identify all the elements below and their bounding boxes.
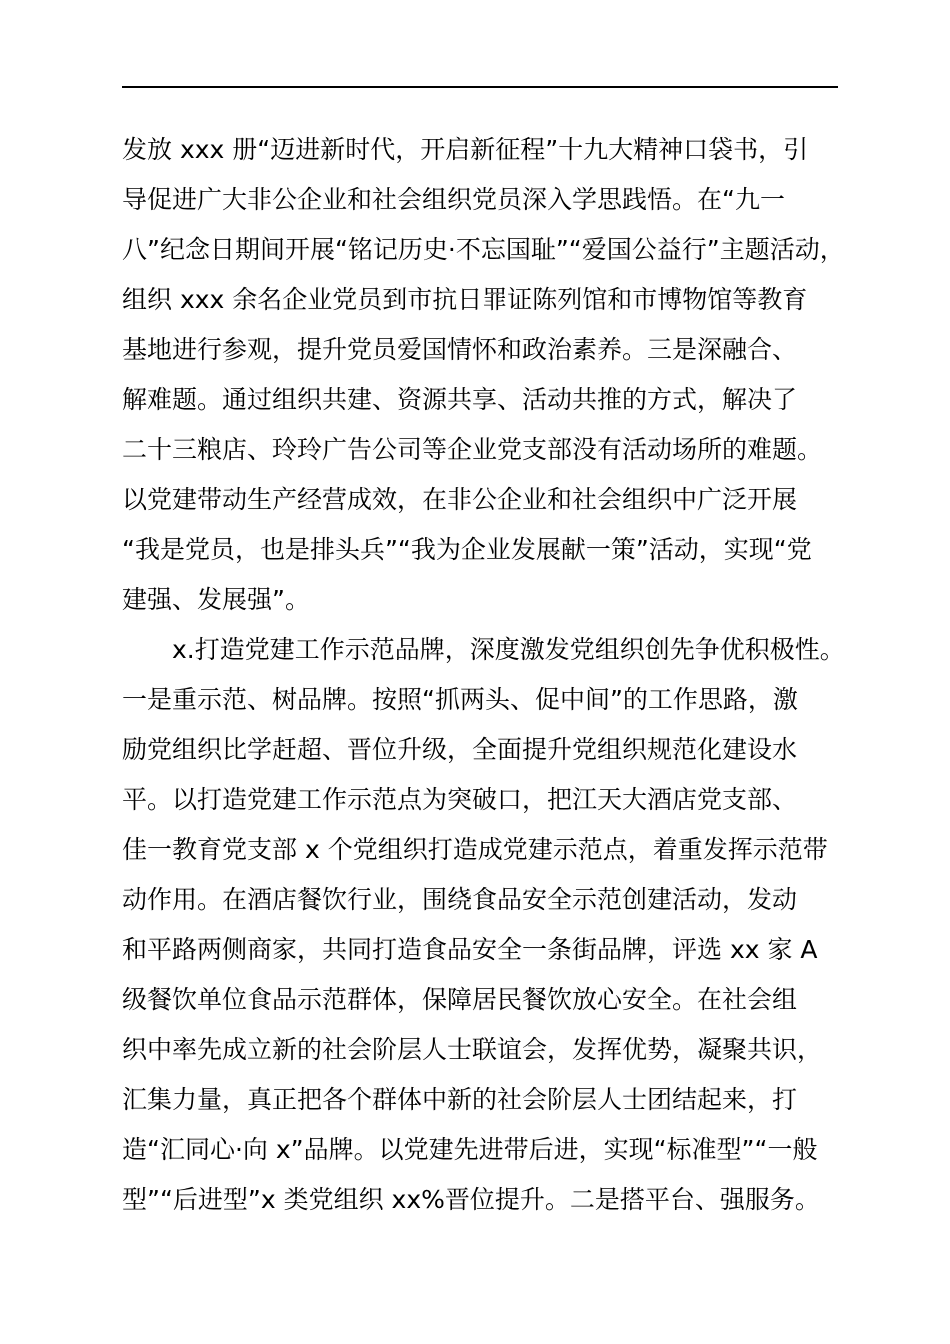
text-line: 发放 xxx 册“迈进新时代，开启新征程”十九大精神口袋书，引 (122, 135, 809, 164)
text-line: 二十三粮店、玲玲广告公司等企业党支部没有活动场所的难题。 (122, 435, 823, 464)
text-line: 基地进行参观，提升党员爱国情怀和政治素养。三是深融合、 (122, 335, 798, 364)
text-line: 级餐饮单位食品示范群体，保障居民餐饮放心安全。在社会组 (122, 985, 798, 1014)
text-line: 建强、发展强”。 (122, 585, 310, 614)
text-line: 动作用。在酒店餐饮行业，围绕食品安全示范创建活动，发动 (122, 885, 798, 914)
text-line: 型”“后进型”x 类党组织 xx%晋位提升。二是搭平台、强服务。 (122, 1185, 820, 1214)
text-line: 导促进广大非公企业和社会组织党员深入学思践悟。在“九一 (122, 185, 785, 214)
text-line: 佳一教育党支部 x 个党组织打造成党建示范点，着重发挥示范带 (122, 835, 828, 864)
text-line: 以党建带动生产经营成效，在非公企业和社会组织中广泛开展 (122, 485, 798, 514)
text-line: 汇集力量，真正把各个群体中新的社会阶层人士团结起来，打 (122, 1085, 798, 1114)
text-line: 和平路两侧商家，共同打造食品安全一条街品牌，评选 xx 家 A (122, 935, 818, 964)
paragraph-start-line: x.打造党建工作示范品牌，深度激发党组织创先争优积极性。 (172, 635, 845, 664)
text-line: 组织 xxx 余名企业党员到市抗日罪证陈列馆和市博物馆等教育 (122, 285, 808, 314)
text-line: 励党组织比学赶超、晋位升级，全面提升党组织规范化建设水 (122, 735, 798, 764)
text-line: “我是党员，也是排头兵”“我为企业发展献一策”活动，实现“党 (122, 535, 812, 564)
text-line: 织中率先成立新的社会阶层人士联谊会，发挥优势，凝聚共识， (122, 1035, 823, 1064)
text-line: 造“汇同心·向 x”品牌。以党建先进带后进，实现“标准型”“一般 (122, 1135, 818, 1164)
header-rule (122, 86, 838, 88)
text-line: 一是重示范、树品牌。按照“抓两头、促中间”的工作思路，激 (122, 685, 798, 714)
text-line: 八”纪念日期间开展“铭记历史·不忘国耻”“爱国公益行”主题活动， (122, 235, 845, 264)
text-line: 解难题。通过组织共建、资源共享、活动共推的方式，解决了 (122, 385, 798, 414)
text-line: 平。以打造党建工作示范点为突破口，把江天大酒店党支部、 (122, 785, 798, 814)
